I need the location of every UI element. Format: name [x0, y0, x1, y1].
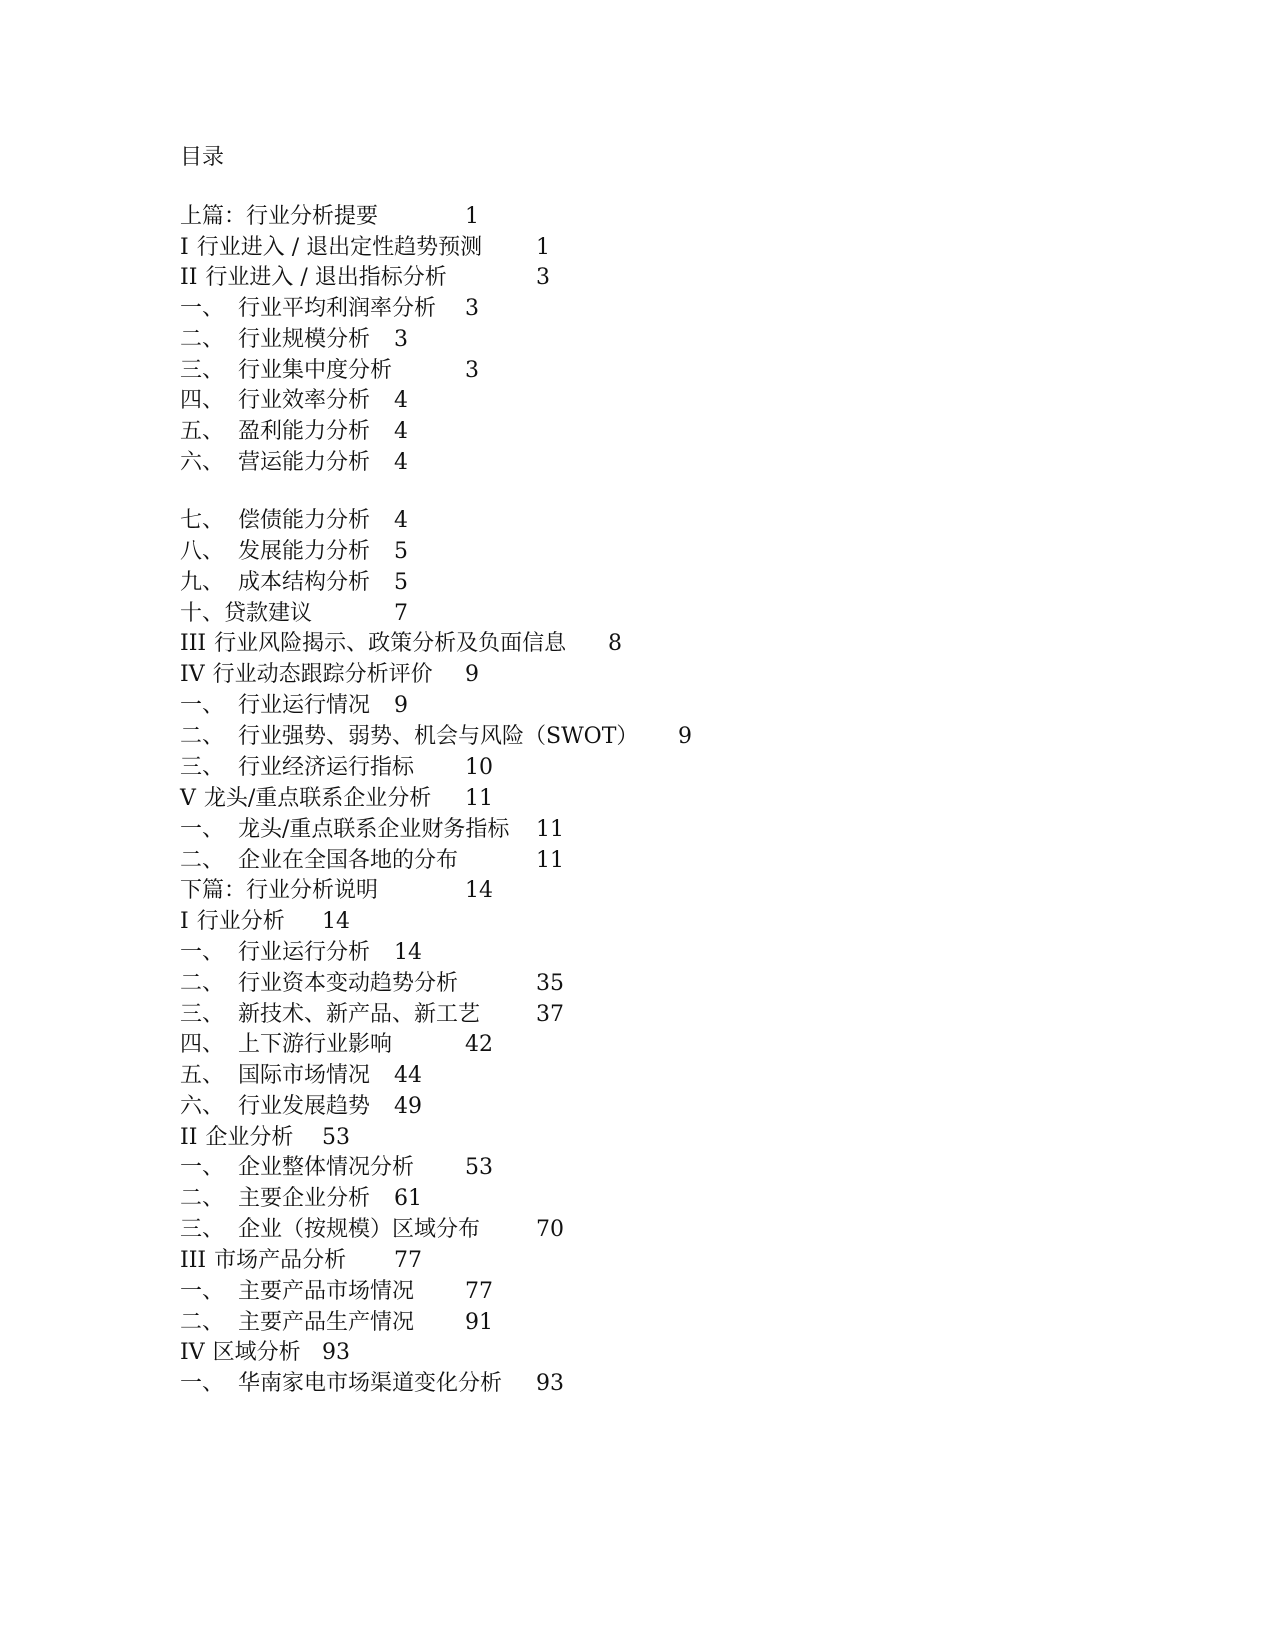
toc-page-number: 42: [465, 1032, 493, 1057]
toc-entry[interactable]: [180, 537, 408, 567]
toc-page-number: 4: [394, 508, 408, 533]
toc-entry-title: 行业进入 / 退出定性趋势预测: [196, 235, 483, 260]
toc-entry-number: 八、: [180, 539, 225, 564]
toc-entry-title: 主要产品市场情况: [238, 1279, 415, 1304]
toc-entry[interactable]: [180, 1308, 493, 1338]
toc-entry-title: 上篇：行业分析提要: [180, 204, 379, 229]
page-title: 目录: [180, 145, 225, 170]
toc-entry[interactable]: [180, 1123, 350, 1153]
toc-entry[interactable]: [180, 294, 479, 324]
toc-page-number: 5: [394, 539, 408, 564]
toc-entry[interactable]: [180, 722, 692, 752]
toc-page-number: 11: [536, 848, 564, 873]
toc-entry-title: 行业强势、弱势、机会与风险（SWOT）: [238, 724, 639, 749]
toc-entry-title: 偿债能力分析: [238, 508, 371, 533]
toc-entry[interactable]: [180, 1277, 493, 1307]
toc-entry[interactable]: [180, 506, 408, 536]
toc-entry[interactable]: [180, 938, 422, 968]
toc-entry[interactable]: [180, 969, 564, 999]
toc-entry-title: 行业效率分析: [238, 388, 371, 413]
toc-entry-title: 行业集中度分析: [238, 358, 393, 383]
toc-page-number: 11: [536, 817, 564, 842]
toc-entry-number: 三、: [180, 1002, 225, 1027]
toc-page-number: 4: [394, 450, 408, 475]
toc-entry-title: 龙头/重点联系企业分析: [203, 786, 432, 811]
toc-page-number: 70: [536, 1217, 564, 1242]
toc-page-number: 7: [394, 601, 408, 626]
toc-page-number: 5: [394, 570, 408, 595]
toc-entry-title: 国际市场情况: [238, 1063, 371, 1088]
toc-entry-number: V: [180, 786, 196, 811]
toc-entry[interactable]: [180, 907, 350, 937]
toc-entry-title: 行业运行分析: [238, 940, 371, 965]
toc-entry-title: 华南家电市场渠道变化分析: [238, 1371, 503, 1396]
toc-entry-title: 行业资本变动趋势分析: [238, 971, 459, 996]
toc-page-number: 9: [394, 693, 408, 718]
toc-entry[interactable]: [180, 386, 408, 416]
toc-entry-title: 行业平均利润率分析: [238, 296, 437, 321]
toc-entry-number: 二、: [180, 1310, 225, 1335]
toc-entry[interactable]: [180, 263, 550, 293]
toc-page-number: 44: [394, 1063, 422, 1088]
toc-entry[interactable]: [180, 233, 550, 263]
toc-page-number: 3: [465, 358, 479, 383]
toc-entry[interactable]: [180, 417, 408, 447]
toc-entry-title: 十、贷款建议: [180, 601, 313, 626]
toc-entry-number: 一、: [180, 296, 225, 321]
toc-page-number: 3: [465, 296, 479, 321]
toc-entry-number: 一、: [180, 817, 225, 842]
toc-entry-number: 六、: [180, 450, 225, 475]
toc-entry-title: 企业整体情况分析: [238, 1155, 415, 1180]
toc-entry[interactable]: [180, 599, 408, 629]
toc-page-number: 9: [465, 662, 479, 687]
toc-entry-title: 新技术、新产品、新工艺: [238, 1002, 481, 1027]
toc-entry-title: 行业经济运行指标: [238, 755, 415, 780]
toc-page-number: 1: [536, 235, 550, 260]
toc-entry-number: III: [180, 631, 207, 656]
toc-entry-number: IV: [180, 662, 205, 687]
toc-page-number: 93: [322, 1340, 350, 1365]
toc-entry-title: 龙头/重点联系企业财务指标: [238, 817, 510, 842]
toc-entry[interactable]: [180, 629, 622, 659]
toc-entry[interactable]: [180, 1338, 350, 1368]
toc-entry[interactable]: [180, 784, 493, 814]
toc-page-number: 53: [465, 1155, 493, 1180]
toc-entry-number: II: [180, 265, 198, 290]
toc-entry-title: 行业发展趋势: [238, 1094, 371, 1119]
toc-entry-title: 主要产品生产情况: [238, 1310, 415, 1335]
toc-entry-title: 企业（按规模）区域分布: [238, 1217, 481, 1242]
toc-entry-number: 六、: [180, 1094, 225, 1119]
toc-entry-number: 一、: [180, 1279, 225, 1304]
toc-page-number: 77: [465, 1279, 493, 1304]
toc-entry-title: 行业风险揭示、政策分析及负面信息: [214, 631, 567, 656]
toc-entry-title: 区域分析: [212, 1340, 301, 1365]
toc-page-number: 4: [394, 388, 408, 413]
toc-entry[interactable]: [180, 815, 564, 845]
toc-entry[interactable]: [180, 1184, 422, 1214]
toc-entry[interactable]: [180, 1246, 422, 1276]
toc-entry-number: 三、: [180, 1217, 225, 1242]
toc-entry-number: 五、: [180, 419, 225, 444]
toc-entry[interactable]: [180, 1061, 422, 1091]
toc-entry[interactable]: [180, 568, 408, 598]
toc-entry-number: 三、: [180, 755, 225, 780]
toc-entry-title: 主要企业分析: [238, 1186, 371, 1211]
toc-entry-title: 下篇：行业分析说明: [180, 878, 379, 903]
toc-page-number: 11: [465, 786, 493, 811]
toc-entry-title: 市场产品分析: [214, 1248, 347, 1273]
toc-page-number: 1: [465, 204, 479, 229]
toc-entry[interactable]: [180, 753, 493, 783]
toc-entry[interactable]: [180, 1092, 422, 1122]
toc-page-number: 9: [678, 724, 692, 749]
toc-entry-title: 行业分析: [196, 909, 285, 934]
toc-entry[interactable]: [180, 876, 493, 906]
toc-entry-number: 二、: [180, 724, 225, 749]
toc-entry[interactable]: [180, 1030, 493, 1060]
toc-entry-title: 行业运行情况: [238, 693, 371, 718]
toc-page-number: 37: [536, 1002, 564, 1027]
toc-entry-number: 三、: [180, 358, 225, 383]
toc-page-number: 14: [394, 940, 422, 965]
toc-page-number: 93: [536, 1371, 564, 1396]
toc-entry-title: 发展能力分析: [238, 539, 371, 564]
toc-page-number: 61: [394, 1186, 422, 1211]
toc-page-number: 77: [394, 1248, 422, 1273]
toc-entry-number: III: [180, 1248, 207, 1273]
toc-entry[interactable]: [180, 325, 408, 355]
toc-entry-number: 二、: [180, 327, 225, 352]
toc-entry-number: IV: [180, 1340, 205, 1365]
toc-entry-number: 一、: [180, 693, 225, 718]
toc-page-number: 14: [465, 878, 493, 903]
toc-entry-number: 九、: [180, 570, 225, 595]
toc-entry-title: 上下游行业影响: [238, 1032, 393, 1057]
toc-entry-title: 企业在全国各地的分布: [238, 848, 459, 873]
toc-entry-title: 企业分析: [205, 1125, 294, 1150]
toc-entry[interactable]: [180, 202, 479, 232]
toc-page-number: 53: [322, 1125, 350, 1150]
toc-entry-number: 二、: [180, 1186, 225, 1211]
toc-entry[interactable]: [180, 846, 564, 876]
toc-entry-title: 行业规模分析: [238, 327, 371, 352]
toc-entry-number: 一、: [180, 940, 225, 965]
toc-entry[interactable]: [180, 448, 408, 478]
toc-page-number: 35: [536, 971, 564, 996]
toc-entry-number: I: [180, 909, 189, 934]
toc-entry[interactable]: [180, 1000, 564, 1030]
toc-entry-number: 五、: [180, 1063, 225, 1088]
toc-entry-number: 四、: [180, 388, 225, 413]
toc-page-number: 14: [322, 909, 350, 934]
toc-entry-number: 四、: [180, 1032, 225, 1057]
toc-entry-title: 成本结构分析: [238, 570, 371, 595]
toc-page-number: 49: [394, 1094, 422, 1119]
toc-entry[interactable]: [180, 1153, 493, 1183]
toc-entry-number: 二、: [180, 848, 225, 873]
toc-entry[interactable]: [180, 1215, 564, 1245]
toc-entry[interactable]: [180, 691, 408, 721]
toc-page-number: 10: [465, 755, 493, 780]
toc-entry[interactable]: [180, 1369, 564, 1399]
toc-page-number: 4: [394, 419, 408, 444]
toc-entry-number: 七、: [180, 508, 225, 533]
toc-entry-number: I: [180, 235, 189, 260]
toc-page-number: 3: [536, 265, 550, 290]
toc-entry-number: 一、: [180, 1371, 225, 1396]
toc-entry-number: 一、: [180, 1155, 225, 1180]
toc-entry-title: 行业动态跟踪分析评价: [212, 662, 433, 687]
toc-entry[interactable]: [180, 660, 479, 690]
toc-page-number: 8: [608, 631, 622, 656]
toc-entry-number: II: [180, 1125, 198, 1150]
toc-entry-title: 营运能力分析: [238, 450, 371, 475]
toc-page-number: 3: [394, 327, 408, 352]
toc-entry-number: 二、: [180, 971, 225, 996]
toc-entry[interactable]: [180, 356, 479, 386]
toc-entry-title: 盈利能力分析: [238, 419, 371, 444]
toc-page-number: 91: [465, 1310, 493, 1335]
toc-entry-title: 行业进入 / 退出指标分析: [205, 265, 447, 290]
